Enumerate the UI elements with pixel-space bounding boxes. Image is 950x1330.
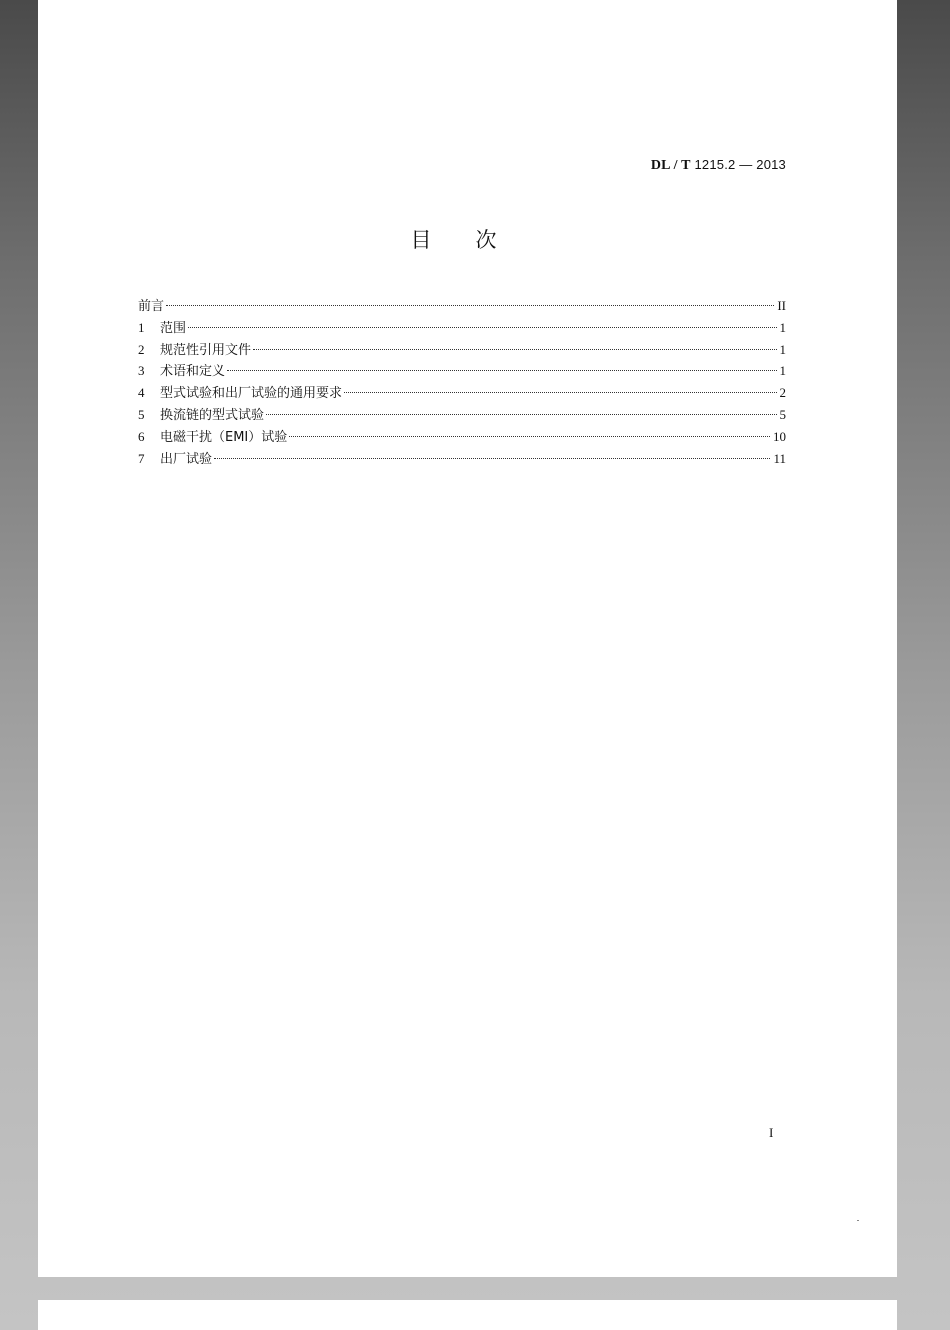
standard-code-prefix: DL / T [650, 158, 691, 173]
toc-entry-label: 换流链的型式试验 [160, 407, 265, 423]
page-number: I [769, 1125, 774, 1140]
toc-entry-label: 出厂试验 [160, 451, 213, 467]
toc-entry-number: 6 [138, 428, 145, 444]
toc-leader-dots [253, 349, 776, 350]
toc-entry-label: 前言 [138, 299, 165, 314]
toc-leader-dots [344, 392, 776, 393]
toc-entry-number: 2 [138, 341, 145, 357]
toc-entry-label: 术语和定义 [160, 364, 226, 380]
toc-entry-scope[interactable] [138, 317, 786, 339]
document-page [38, 0, 897, 1277]
toc-entry-type-tests[interactable] [138, 404, 786, 426]
toc-entry-normative-references[interactable] [138, 339, 786, 361]
toc-leader-dots [266, 414, 776, 415]
toc-leader-dots [289, 436, 770, 437]
toc-entry-general-requirements[interactable] [138, 382, 786, 404]
toc-leader-dots [214, 458, 770, 459]
next-document-page [38, 1300, 897, 1330]
toc-entry-number: 7 [138, 450, 145, 466]
toc-entry-label: 电磁干扰（EMI）试验 [160, 429, 288, 445]
toc-entry-label: 型式试验和出厂试验的通用要求 [160, 386, 343, 402]
toc-entry-page: 2 [779, 385, 786, 401]
toc-entry-page: 1 [779, 341, 786, 357]
toc-entry-page: II [777, 298, 786, 313]
toc-entry-page: 11 [773, 450, 786, 466]
toc-entry-foreword[interactable] [138, 295, 786, 317]
toc-entry-number: 3 [138, 363, 145, 379]
toc-entry-routine-tests[interactable] [138, 448, 786, 470]
toc-entry-page: 10 [773, 428, 786, 444]
toc-leader-dots [166, 305, 774, 306]
toc-entry-page: 1 [779, 319, 786, 335]
toc-entry-page: 1 [779, 363, 786, 379]
toc-title: 目次 [410, 228, 541, 252]
toc-entry-terms-definitions[interactable] [138, 360, 786, 382]
standard-code [651, 157, 786, 174]
toc-entry-label: 规范性引用文件 [160, 342, 252, 358]
toc-entry-number: 1 [138, 319, 145, 335]
standard-code-number: 1215.2 — 2013 [690, 157, 786, 172]
toc-entry-number: 4 [138, 385, 145, 401]
table-of-contents [138, 295, 786, 469]
toc-entry-label: 范围 [160, 320, 187, 336]
toc-leader-dots [227, 370, 776, 371]
toc-entry-number: 5 [138, 406, 145, 422]
toc-entry-emi-tests[interactable] [138, 426, 786, 448]
toc-leader-dots [188, 327, 776, 328]
scan-speck [857, 1220, 859, 1221]
toc-entry-page: 5 [779, 406, 786, 422]
